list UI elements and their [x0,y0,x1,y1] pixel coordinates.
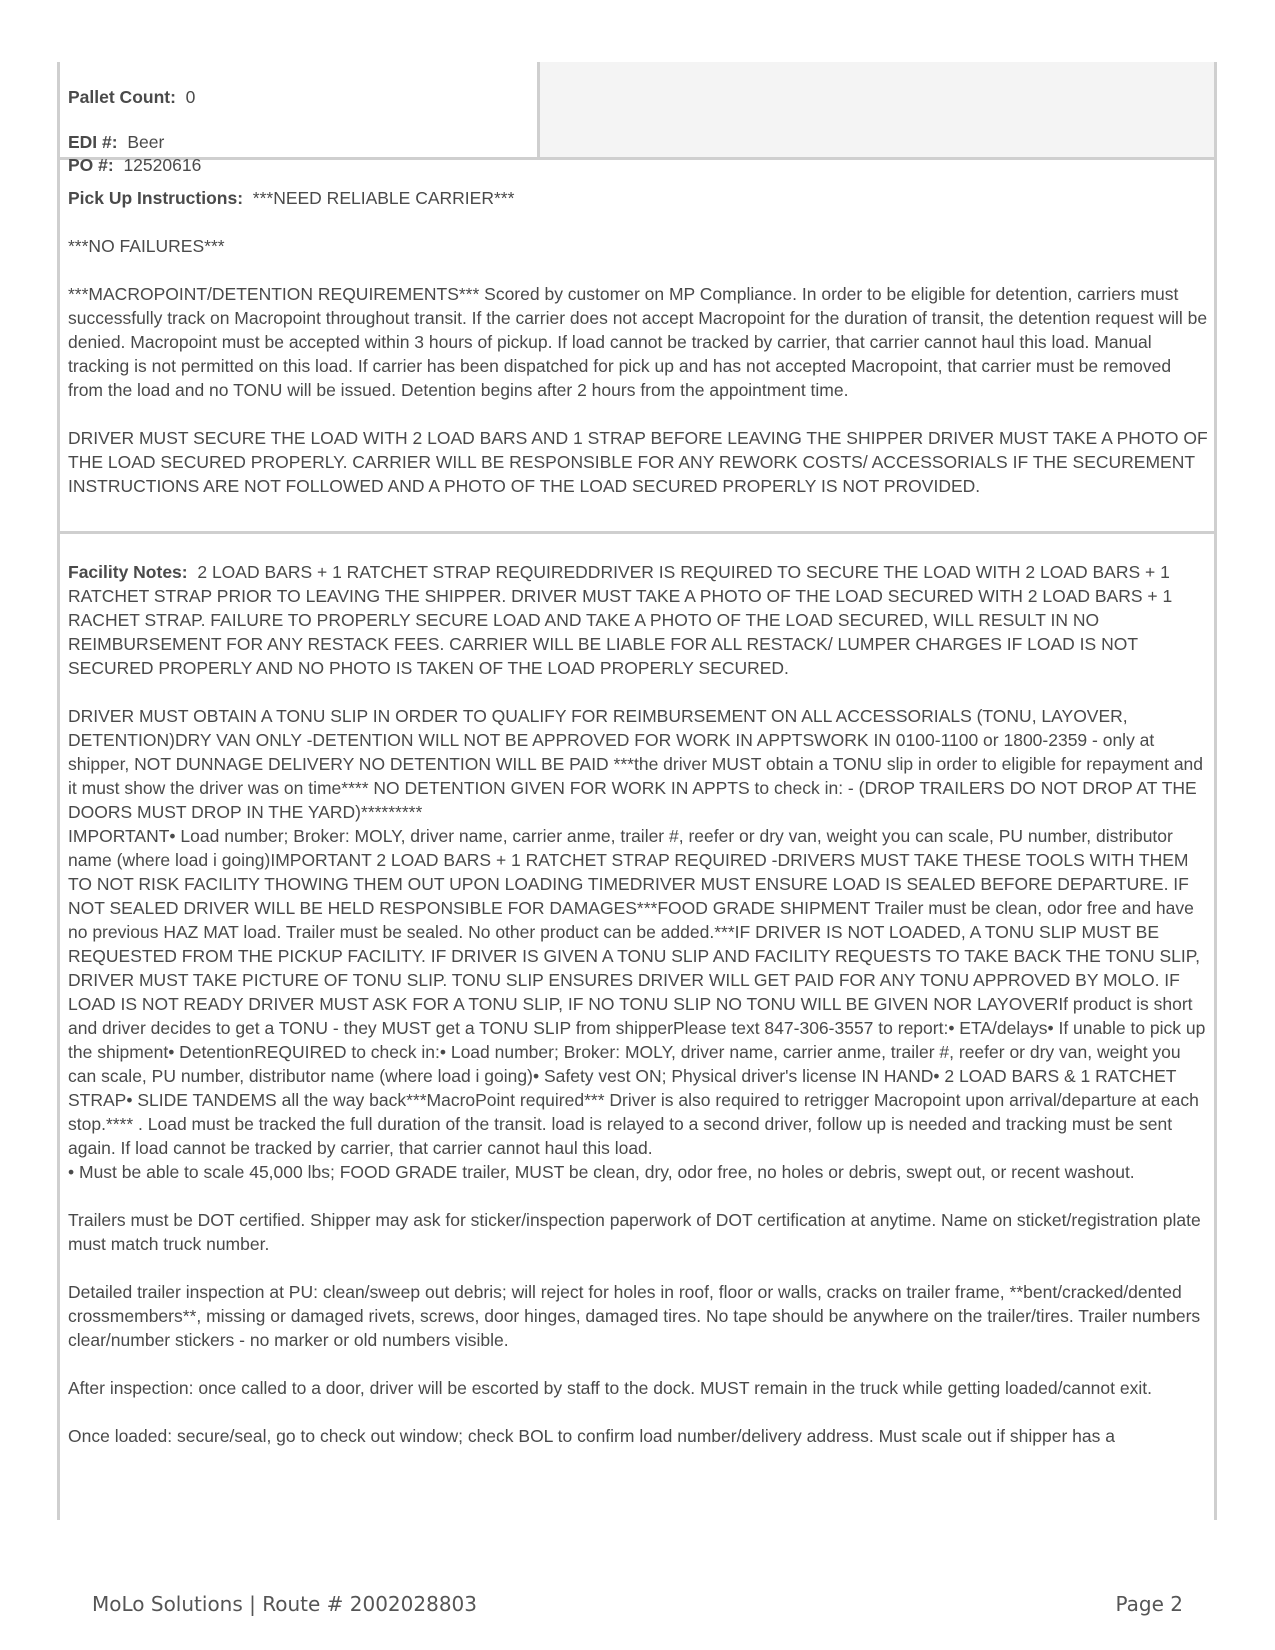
pickup-instructions-section [60,160,1214,534]
po-line [68,154,537,177]
footer-page-number: Page 2 [1115,1592,1183,1616]
order-summary-row [60,62,1214,175]
spacer [68,62,537,86]
pickup-paragraph: DRIVER MUST SECURE THE LOAD WITH 2 LOAD BARS AND 1 STRAP BEFORE LEAVING THE SHIPPER DRIVER MUST TAKE A PHOTO OF THE LOAD SECURED PROPERLY. CARRIER WILL BE RESPONSIBLE FOR ANY REWORK COSTS/ ACCESSORIALS IF THE SECUREMENT INSTRUCTIONS ARE NOT FOLLOWED AND A PHOTO OF THE LOAD SECURED PROPERLY IS NOT PROVIDED. [68,428,1208,496]
edi-line [68,131,537,154]
pallet-count-label: Pallet Count: [68,87,176,107]
facility-first-paragraph [68,560,1210,680]
facility-paragraph: DRIVER MUST OBTAIN A TONU SLIP IN ORDER TO QUALIFY FOR REIMBURSEMENT ON ALL ACCESSORIALS (TONU, LAYOVER, DETENTION)DRY VAN ONLY -DETENTION WILL NOT BE APPROVED FOR WORK IN APPTSWORK IN 0100-1100 or 1800-2359 - only at shipper, NOT DUNNAGE DELIVERY NO DETENTION WILL BE PAID ***the driver MUST obtain a TONU slip in order to eligible for repayment and it must show the driver was on time**** NO DETENTION GIVEN FOR WORK IN APPTS to check in: - (DROP TRAILERS DO NOT DROP AT THE DOORS MUST DROP IN THE YARD)********* [68,706,1204,822]
order-summary-cell [60,62,540,175]
facility-paragraph: • Must be able to scale 45,000 lbs; FOOD GRADE trailer, MUST be clean, dry, odor free, no holes or debris, swept out, or recent washout. [68,1162,1135,1182]
facility-paragraph: After inspection: once called to a door, driver will be escorted by staff to the dock. MUST remain in the truck while getting loaded/cannot exit. [68,1378,1152,1398]
pallet-count-value: 0 [185,87,196,107]
pallet-count-line [68,86,537,109]
facility-paragraph: Detailed trailer inspection at PU: clean/sweep out debris; will reject for holes in roof, floor or walls, cracks on trailer frame, **bent/cracked/dented crossmembers**, missing or damaged rivets, screws, door hinges, damaged tires. No tape should be anywhere on the trailer/tires. Trailer numbers clear/number stickers - no marker or old numbers visible. [68,1282,1201,1350]
facility-notes-label: Facility Notes: [68,562,188,582]
footer-route: MoLo Solutions | Route # 2002028803 [92,1592,477,1616]
po-label: PO #: [68,155,114,175]
facility-paragraph: IMPORTANT• Load number; Broker: MOLY, driver name, carrier anme, trailer #, reefer or dry van, weight you can scale, PU number, distributor name (where load i going)IMPORTANT 2 LOAD BARS + 1 RATCHET STRAP REQUIRED -DRIVERS MUST TAKE THESE TOOLS WITH THEM TO NOT RISK FACILITY THOWING THEM OUT UPON LOADING TIMEDRIVER MUST ENSURE LOAD IS SEALED BEFORE DEPARTURE. IF NOT SEALED DRIVER WILL BE HELD RESPONSIBLE FOR DAMAGES***FOOD GRADE SHIPMENT Trailer must be clean, odor free and have no previous HAZ MAT load. Trailer must be sealed. No other product can be added.***IF DRIVER IS NOT LOADED, A TONU SLIP MUST BE REQUESTED FROM THE PICKUP FACILITY. IF DRIVER IS GIVEN A TONU SLIP AND FACILITY REQUESTS TO TAKE BACK THE TONU SLIP, DRIVER MUST TAKE PICTURE OF TONU SLIP. TONU SLIP ENSURES DRIVER WILL GET PAID FOR ANY TONU APPROVED BY MOLO. IF LOAD IS NOT READY DRIVER MUST ASK FOR A TONU SLIP, IF NO TONU SLIP NO TONU WILL BE GIVEN NOR LAYOVERIf product is short and driver decides to get a TONU - they MUST get a TONU SLIP from shipperPlease text 847-306-3557 to report:• ETA/delays• If unable to pick up the shipment• DetentionREQUIRED to check in:• Load number; Broker: MOLY, driver name, carrier anme, trailer #, reefer or dry van, weight you can scale, PU number, distributor name (where load i going)• Safety vest ON; Physical driver's license IN HAND• 2 LOAD BARS & 1 RATCHET STRAP• SLIDE TANDEMS all the way back***MacroPoint required*** Driver is also required to retrigger Macropoint upon arrival/departure at each stop.**** . Load must be tracked the full duration of the transit. load is relayed to a second driver, follow up is needed and tracking must be sent again. If load cannot be tracked by carrier, that carrier cannot haul this load. [68,826,1206,1158]
pickup-paragraph: ***NO FAILURES*** [68,236,225,256]
pickup-first-line [68,186,1210,210]
facility-paragraph: Trailers must be DOT certified. Shipper may ask for sticker/inspection paperwork of DOT certification at anytime. Name on sticket/registration plate must match truck number. [68,1210,1201,1254]
facility-paragraph: 2 LOAD BARS + 1 RATCHET STRAP REQUIREDDRIVER IS REQUIRED TO SECURE THE LOAD WITH 2 LOAD BARS + 1 RATCHET STRAP PRIOR TO LEAVING THE SHIPPER. DRIVER MUST TAKE A PHOTO OF THE LOAD SECURED WITH 2 LOAD BARS + 1 RACHET STRAP. FAILURE TO PROPERLY SECURE LOAD AND TAKE A PHOTO OF THE LOAD SECURED, WILL RESULT IN NO REIMBURSEMENT FOR ANY RESTACK FEES. CARRIER WILL BE LIABLE FOR ALL RESTACK/ LUMPER CHARGES IF LOAD IS NOT SECURED PROPERLY AND NO PHOTO IS TAKEN OF THE LOAD PROPERLY SECURED. [68,562,1173,678]
pickup-paragraph: ***NEED RELIABLE CARRIER*** [252,188,515,208]
document-frame [57,62,1217,1520]
empty-shaded-cell [540,62,1214,157]
edi-value: Beer [127,132,165,152]
facility-notes-section [60,534,1214,1448]
pickup-instructions-label: Pick Up Instructions: [68,188,244,208]
pickup-paragraph: ***MACROPOINT/DETENTION REQUIREMENTS*** Scored by customer on MP Compliance. In order to be eligible for detention, carriers must successfully track on Macropoint throughout transit. If the carrier does not accept Macropoint for the duration of transit, the detention request will be denied. Macropoint must be accepted within 3 hours of pickup. If load cannot be tracked by carrier, that carrier cannot haul this load. Manual tracking is not permitted on this load. If carrier has been dispatched for pick up and has not accepted Macropoint, that carrier must be removed from the load and no TONU will be issued. Detention begins after 2 hours from the appointment time. [68,284,1208,400]
po-value: 12520616 [123,155,202,175]
spacer [68,109,537,131]
edi-label: EDI #: [68,132,118,152]
facility-paragraph: Once loaded: secure/seal, go to check out window; check BOL to confirm load number/delivery address. Must scale out if shipper has a [68,1426,1115,1446]
